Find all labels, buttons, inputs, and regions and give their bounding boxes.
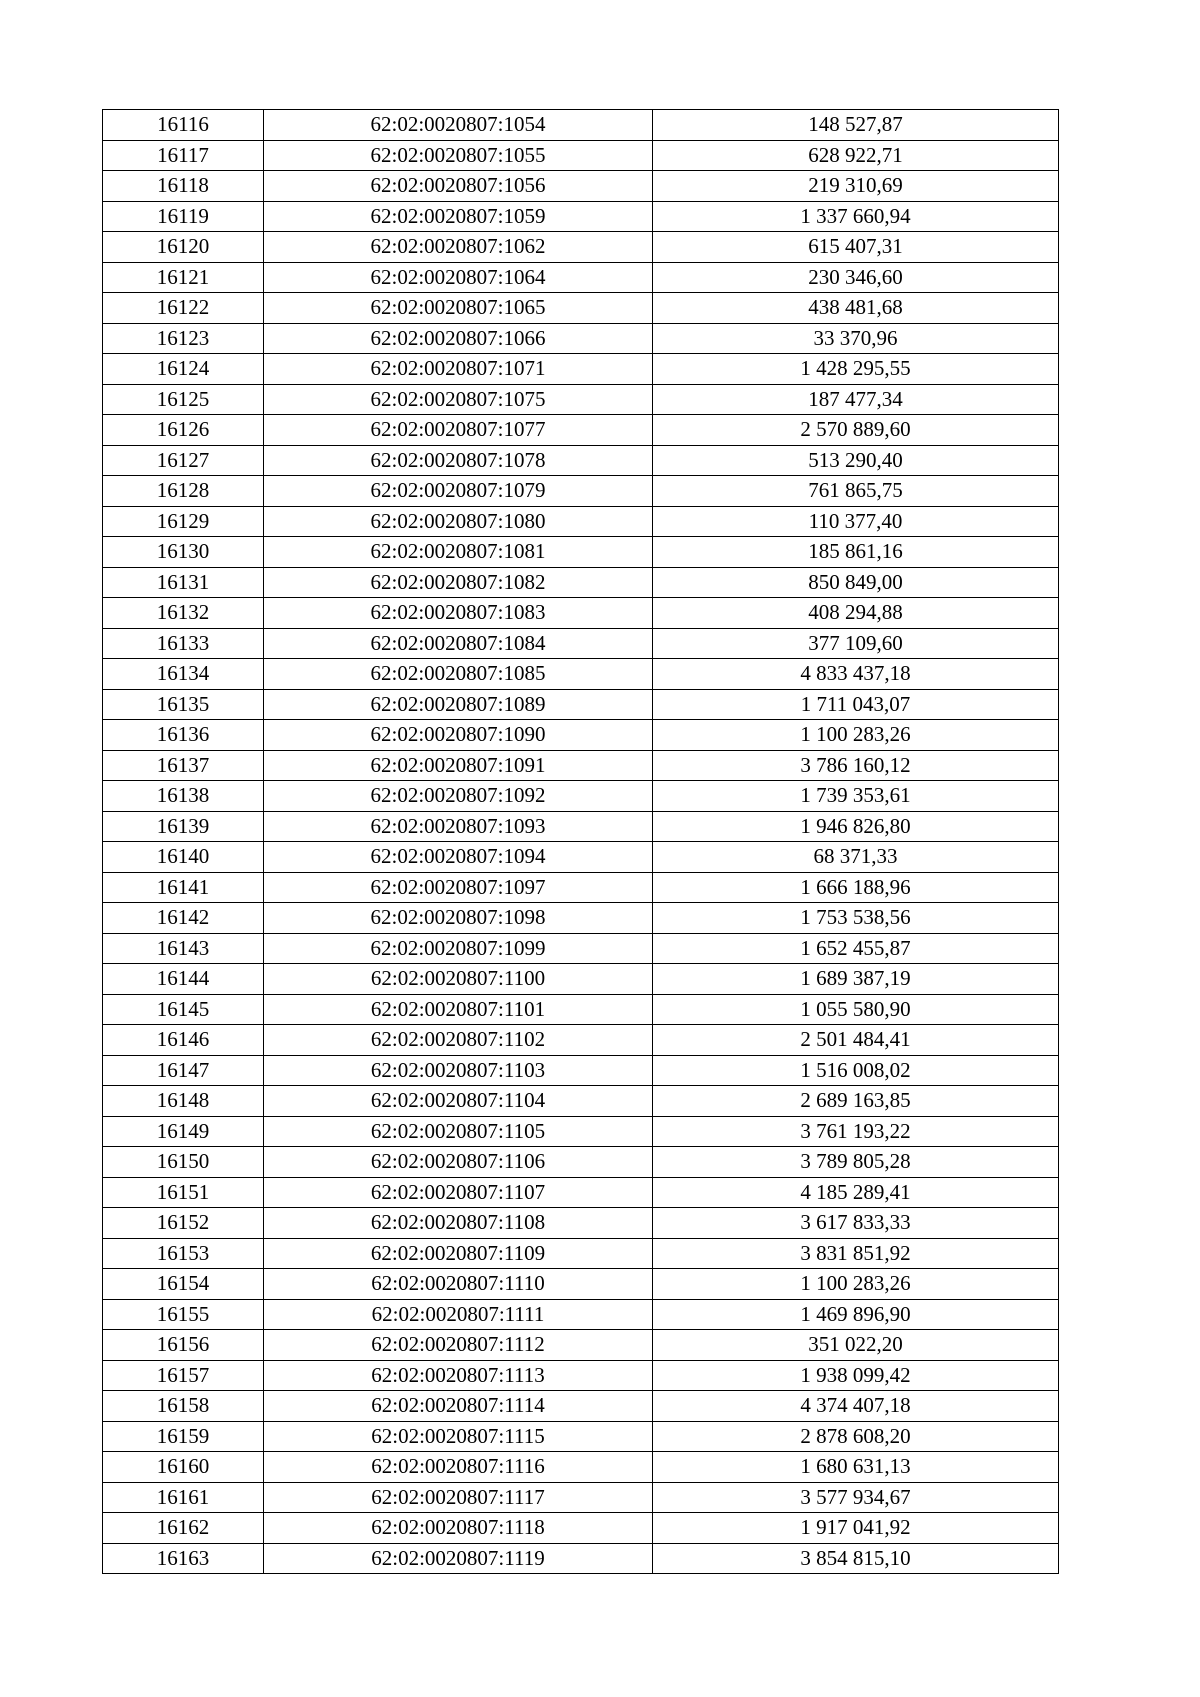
- cadastral-value-cell: 2 878 608,20: [653, 1421, 1059, 1452]
- table-row: [103, 1086, 1059, 1117]
- table-row: [103, 506, 1059, 537]
- cadastral-value-cell: 438 481,68: [653, 293, 1059, 324]
- table-row: [103, 689, 1059, 720]
- cadastral-value-cell: 761 865,75: [653, 476, 1059, 507]
- cadastral-value-cell: 68 371,33: [653, 842, 1059, 873]
- row-number-cell: 16131: [103, 567, 264, 598]
- row-number-cell: 16159: [103, 1421, 264, 1452]
- cadastral-value-cell: 3 831 851,92: [653, 1238, 1059, 1269]
- table-row: [103, 1421, 1059, 1452]
- cadastral-number-cell: 62:02:0020807:1110: [264, 1269, 653, 1300]
- row-number-cell: 16126: [103, 415, 264, 446]
- row-number-cell: 16146: [103, 1025, 264, 1056]
- cadastral-value-cell: 408 294,88: [653, 598, 1059, 629]
- row-number-cell: 16157: [103, 1360, 264, 1391]
- cadastral-number-cell: 62:02:0020807:1055: [264, 140, 653, 171]
- row-number-cell: 16127: [103, 445, 264, 476]
- cadastral-value-table: [102, 109, 1059, 1574]
- cadastral-value-cell: 1 516 008,02: [653, 1055, 1059, 1086]
- cadastral-value-cell: 3 854 815,10: [653, 1543, 1059, 1574]
- cadastral-value-cell: 4 833 437,18: [653, 659, 1059, 690]
- cadastral-value-cell: 3 761 193,22: [653, 1116, 1059, 1147]
- cadastral-number-cell: 62:02:0020807:1119: [264, 1543, 653, 1574]
- cadastral-value-cell: 1 711 043,07: [653, 689, 1059, 720]
- cadastral-number-cell: 62:02:0020807:1115: [264, 1421, 653, 1452]
- cadastral-value-cell: 1 428 295,55: [653, 354, 1059, 385]
- cadastral-value-cell: 1 652 455,87: [653, 933, 1059, 964]
- cadastral-value-cell: 4 374 407,18: [653, 1391, 1059, 1422]
- table-row: [103, 323, 1059, 354]
- cadastral-number-cell: 62:02:0020807:1117: [264, 1482, 653, 1513]
- table-row: [103, 1482, 1059, 1513]
- table-row: [103, 1330, 1059, 1361]
- cadastral-number-cell: 62:02:0020807:1118: [264, 1513, 653, 1544]
- cadastral-number-cell: 62:02:0020807:1080: [264, 506, 653, 537]
- cadastral-value-cell: 3 577 934,67: [653, 1482, 1059, 1513]
- table-row: [103, 171, 1059, 202]
- table-row: [103, 811, 1059, 842]
- table-row: [103, 964, 1059, 995]
- row-number-cell: 16145: [103, 994, 264, 1025]
- table-row: [103, 933, 1059, 964]
- row-number-cell: 16132: [103, 598, 264, 629]
- table-row: [103, 842, 1059, 873]
- cadastral-number-cell: 62:02:0020807:1111: [264, 1299, 653, 1330]
- cadastral-number-cell: 62:02:0020807:1116: [264, 1452, 653, 1483]
- cadastral-number-cell: 62:02:0020807:1085: [264, 659, 653, 690]
- table-row: [103, 1055, 1059, 1086]
- cadastral-number-cell: 62:02:0020807:1078: [264, 445, 653, 476]
- row-number-cell: 16154: [103, 1269, 264, 1300]
- row-number-cell: 16119: [103, 201, 264, 232]
- cadastral-number-cell: 62:02:0020807:1109: [264, 1238, 653, 1269]
- cadastral-number-cell: 62:02:0020807:1082: [264, 567, 653, 598]
- cadastral-number-cell: 62:02:0020807:1054: [264, 110, 653, 141]
- row-number-cell: 16124: [103, 354, 264, 385]
- cadastral-value-cell: 1 680 631,13: [653, 1452, 1059, 1483]
- table-row: [103, 567, 1059, 598]
- row-number-cell: 16141: [103, 872, 264, 903]
- row-number-cell: 16120: [103, 232, 264, 263]
- cadastral-number-cell: 62:02:0020807:1105: [264, 1116, 653, 1147]
- cadastral-number-cell: 62:02:0020807:1084: [264, 628, 653, 659]
- cadastral-value-cell: 110 377,40: [653, 506, 1059, 537]
- table-row: [103, 140, 1059, 171]
- table-row: [103, 659, 1059, 690]
- table-row: [103, 232, 1059, 263]
- table-row: [103, 384, 1059, 415]
- table-row: [103, 1116, 1059, 1147]
- row-number-cell: 16144: [103, 964, 264, 995]
- row-number-cell: 16136: [103, 720, 264, 751]
- cadastral-number-cell: 62:02:0020807:1090: [264, 720, 653, 751]
- cadastral-number-cell: 62:02:0020807:1092: [264, 781, 653, 812]
- cadastral-value-cell: 2 689 163,85: [653, 1086, 1059, 1117]
- cadastral-number-cell: 62:02:0020807:1113: [264, 1360, 653, 1391]
- table-row: [103, 110, 1059, 141]
- cadastral-value-cell: 2 570 889,60: [653, 415, 1059, 446]
- cadastral-number-cell: 62:02:0020807:1077: [264, 415, 653, 446]
- table-row: [103, 1391, 1059, 1422]
- cadastral-value-cell: 185 861,16: [653, 537, 1059, 568]
- cadastral-value-cell: 1 100 283,26: [653, 1269, 1059, 1300]
- row-number-cell: 16123: [103, 323, 264, 354]
- table-row: [103, 903, 1059, 934]
- cadastral-number-cell: 62:02:0020807:1065: [264, 293, 653, 324]
- row-number-cell: 16133: [103, 628, 264, 659]
- table-row: [103, 354, 1059, 385]
- cadastral-number-cell: 62:02:0020807:1097: [264, 872, 653, 903]
- table-row: [103, 1025, 1059, 1056]
- cadastral-number-cell: 62:02:0020807:1100: [264, 964, 653, 995]
- cadastral-number-cell: 62:02:0020807:1079: [264, 476, 653, 507]
- cadastral-number-cell: 62:02:0020807:1066: [264, 323, 653, 354]
- row-number-cell: 16155: [103, 1299, 264, 1330]
- cadastral-number-cell: 62:02:0020807:1083: [264, 598, 653, 629]
- table-row: [103, 1238, 1059, 1269]
- table-row: [103, 1360, 1059, 1391]
- table-row: [103, 628, 1059, 659]
- cadastral-value-cell: 230 346,60: [653, 262, 1059, 293]
- table-row: [103, 1269, 1059, 1300]
- cadastral-value-cell: 377 109,60: [653, 628, 1059, 659]
- row-number-cell: 16149: [103, 1116, 264, 1147]
- table-row: [103, 872, 1059, 903]
- cadastral-number-cell: 62:02:0020807:1091: [264, 750, 653, 781]
- row-number-cell: 16122: [103, 293, 264, 324]
- cadastral-value-cell: 1 739 353,61: [653, 781, 1059, 812]
- table-row: [103, 293, 1059, 324]
- cadastral-value-cell: 219 310,69: [653, 171, 1059, 202]
- cadastral-value-cell: 1 753 538,56: [653, 903, 1059, 934]
- row-number-cell: 16129: [103, 506, 264, 537]
- cadastral-number-cell: 62:02:0020807:1112: [264, 1330, 653, 1361]
- cadastral-value-cell: 2 501 484,41: [653, 1025, 1059, 1056]
- cadastral-number-cell: 62:02:0020807:1093: [264, 811, 653, 842]
- cadastral-value-cell: 3 617 833,33: [653, 1208, 1059, 1239]
- cadastral-value-cell: 4 185 289,41: [653, 1177, 1059, 1208]
- cadastral-value-cell: 148 527,87: [653, 110, 1059, 141]
- cadastral-value-cell: 1 946 826,80: [653, 811, 1059, 842]
- cadastral-number-cell: 62:02:0020807:1106: [264, 1147, 653, 1178]
- cadastral-number-cell: 62:02:0020807:1071: [264, 354, 653, 385]
- row-number-cell: 16148: [103, 1086, 264, 1117]
- cadastral-number-cell: 62:02:0020807:1081: [264, 537, 653, 568]
- cadastral-value-cell: 850 849,00: [653, 567, 1059, 598]
- cadastral-value-cell: 1 337 660,94: [653, 201, 1059, 232]
- row-number-cell: 16121: [103, 262, 264, 293]
- row-number-cell: 16143: [103, 933, 264, 964]
- table-row: [103, 537, 1059, 568]
- cadastral-value-cell: 3 786 160,12: [653, 750, 1059, 781]
- row-number-cell: 16151: [103, 1177, 264, 1208]
- cadastral-number-cell: 62:02:0020807:1094: [264, 842, 653, 873]
- table-row: [103, 994, 1059, 1025]
- row-number-cell: 16162: [103, 1513, 264, 1544]
- cadastral-number-cell: 62:02:0020807:1099: [264, 933, 653, 964]
- cadastral-number-cell: 62:02:0020807:1104: [264, 1086, 653, 1117]
- cadastral-number-cell: 62:02:0020807:1062: [264, 232, 653, 263]
- cadastral-value-cell: 513 290,40: [653, 445, 1059, 476]
- cadastral-value-cell: 615 407,31: [653, 232, 1059, 263]
- row-number-cell: 16137: [103, 750, 264, 781]
- row-number-cell: 16128: [103, 476, 264, 507]
- cadastral-value-cell: 628 922,71: [653, 140, 1059, 171]
- cadastral-number-cell: 62:02:0020807:1114: [264, 1391, 653, 1422]
- cadastral-value-cell: 3 789 805,28: [653, 1147, 1059, 1178]
- row-number-cell: 16117: [103, 140, 264, 171]
- row-number-cell: 16152: [103, 1208, 264, 1239]
- cadastral-number-cell: 62:02:0020807:1064: [264, 262, 653, 293]
- table-row: [103, 445, 1059, 476]
- cadastral-value-cell: 1 055 580,90: [653, 994, 1059, 1025]
- cadastral-number-cell: 62:02:0020807:1059: [264, 201, 653, 232]
- cadastral-number-cell: 62:02:0020807:1098: [264, 903, 653, 934]
- row-number-cell: 16125: [103, 384, 264, 415]
- cadastral-value-cell: 187 477,34: [653, 384, 1059, 415]
- table-row: [103, 1208, 1059, 1239]
- row-number-cell: 16118: [103, 171, 264, 202]
- row-number-cell: 16160: [103, 1452, 264, 1483]
- table-row: [103, 598, 1059, 629]
- table-body: [103, 110, 1059, 1574]
- table-row: [103, 1513, 1059, 1544]
- cadastral-number-cell: 62:02:0020807:1101: [264, 994, 653, 1025]
- row-number-cell: 16138: [103, 781, 264, 812]
- cadastral-number-cell: 62:02:0020807:1075: [264, 384, 653, 415]
- row-number-cell: 16150: [103, 1147, 264, 1178]
- cadastral-value-cell: 351 022,20: [653, 1330, 1059, 1361]
- row-number-cell: 16116: [103, 110, 264, 141]
- table-row: [103, 1452, 1059, 1483]
- table-row: [103, 1147, 1059, 1178]
- table-row: [103, 476, 1059, 507]
- row-number-cell: 16163: [103, 1543, 264, 1574]
- row-number-cell: 16161: [103, 1482, 264, 1513]
- cadastral-number-cell: 62:02:0020807:1103: [264, 1055, 653, 1086]
- table-row: [103, 1177, 1059, 1208]
- row-number-cell: 16142: [103, 903, 264, 934]
- table-row: [103, 781, 1059, 812]
- cadastral-value-cell: 1 100 283,26: [653, 720, 1059, 751]
- row-number-cell: 16147: [103, 1055, 264, 1086]
- row-number-cell: 16158: [103, 1391, 264, 1422]
- cadastral-number-cell: 62:02:0020807:1056: [264, 171, 653, 202]
- table-row: [103, 1543, 1059, 1574]
- cadastral-value-cell: 1 917 041,92: [653, 1513, 1059, 1544]
- row-number-cell: 16153: [103, 1238, 264, 1269]
- row-number-cell: 16139: [103, 811, 264, 842]
- cadastral-value-cell: 1 666 188,96: [653, 872, 1059, 903]
- row-number-cell: 16134: [103, 659, 264, 690]
- row-number-cell: 16135: [103, 689, 264, 720]
- cadastral-number-cell: 62:02:0020807:1108: [264, 1208, 653, 1239]
- cadastral-number-cell: 62:02:0020807:1102: [264, 1025, 653, 1056]
- row-number-cell: 16130: [103, 537, 264, 568]
- table-row: [103, 201, 1059, 232]
- row-number-cell: 16140: [103, 842, 264, 873]
- cadastral-number-cell: 62:02:0020807:1107: [264, 1177, 653, 1208]
- cadastral-value-cell: 1 689 387,19: [653, 964, 1059, 995]
- cadastral-value-cell: 33 370,96: [653, 323, 1059, 354]
- cadastral-value-cell: 1 469 896,90: [653, 1299, 1059, 1330]
- table-row: [103, 415, 1059, 446]
- cadastral-number-cell: 62:02:0020807:1089: [264, 689, 653, 720]
- cadastral-value-cell: 1 938 099,42: [653, 1360, 1059, 1391]
- table-row: [103, 720, 1059, 751]
- table-row: [103, 750, 1059, 781]
- row-number-cell: 16156: [103, 1330, 264, 1361]
- table-row: [103, 262, 1059, 293]
- table-row: [103, 1299, 1059, 1330]
